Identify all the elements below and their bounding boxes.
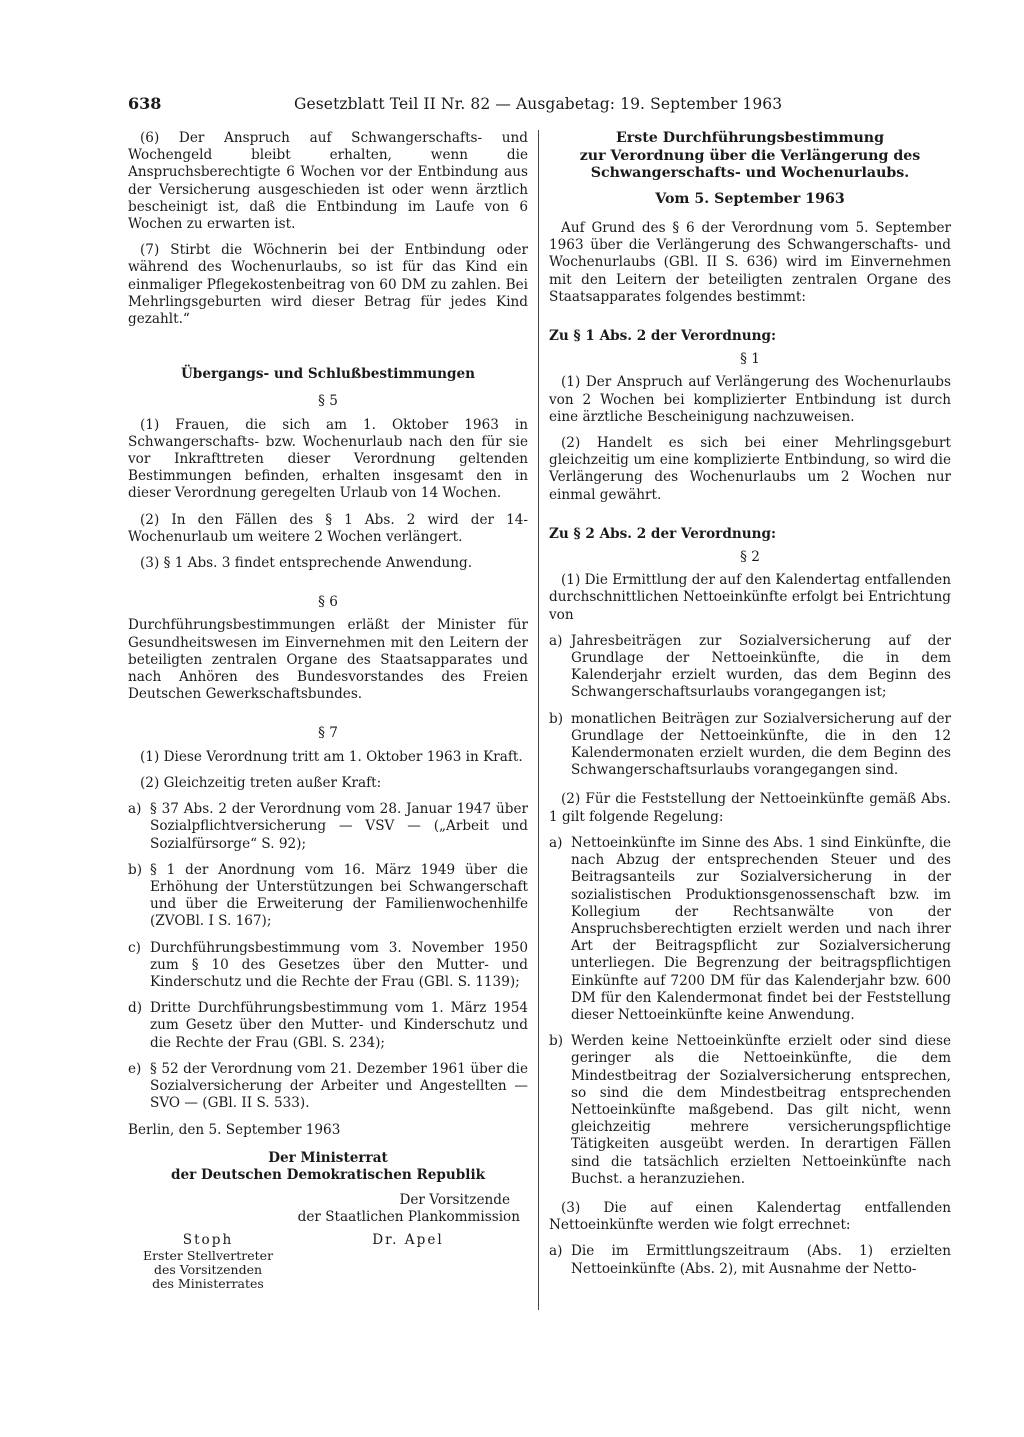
section-heading: Übergangs- und Schlußbestimmungen — [180, 366, 476, 383]
signatory-name-apel: Dr. Apel — [372, 1232, 444, 1249]
list-item — [128, 1061, 528, 1113]
council-line-2: der Deutschen Demokratischen Republik — [170, 1166, 486, 1183]
list-item-label: b) — [128, 861, 143, 878]
list-item — [128, 1000, 528, 1052]
right-column — [549, 130, 951, 1278]
list-item-label: a) — [549, 834, 563, 851]
list-item-text: monatlichen Beiträgen zur Sozialversicherung auf der Grundlage der Nettoeinkünfte, die in den 12 Kalendermonaten erzielt wurden, die dem Beginn des Schwangerschaftsurlaubs vorangegangen sind. — [571, 710, 951, 779]
list-item-text: Durchführungsbestimmung vom 3. November 1950 zum § 10 des Gesetzes über den Mutter- und Kinderschutz und die Rechte der Frau (GBl. S. 1139); — [150, 939, 528, 990]
list-item — [549, 1033, 951, 1188]
section-7-title: § 7 — [318, 725, 338, 742]
s2-paragraph-1: (1) Die Ermittlung der auf den Kalendertag entfallenden durchschnittlichen Nettoeinkünfte erfolgt bei Entrichtung von — [549, 572, 951, 623]
s2-paragraph-2: (2) Für die Feststellung der Nettoeinkünfte gemäß Abs. 1 gilt folgende Regelung: — [549, 791, 951, 825]
list-item-label: b) — [549, 710, 564, 727]
regulation-title-3: Schwangerschafts- und Wochenurlaubs. — [590, 165, 910, 181]
council-line-1: Der Ministerrat — [268, 1149, 388, 1166]
list-item-text: Die im Ermittlungszeitraum (Abs. 1) erzielten Nettoeinkünfte (Abs. 2), mit Ausnahme der Netto- — [571, 1243, 951, 1277]
list-item-label: a) — [549, 1243, 563, 1260]
chair-line-1: Der Vorsitzende — [399, 1191, 510, 1208]
list-item-label: a) — [128, 801, 142, 818]
regulation-title-2: zur Verordnung über die Verlängerung des — [579, 147, 921, 164]
list-item-text: Werden keine Nettoeinkünfte erzielt oder sind diese geringer als die Nettoeinkünfte, die dem Mindestbeitrag der Sozialversicherung entsprechen, so sind die dem Mindestbeitrag entsprechenden Nettoeinkünfte maßgebend. Das gilt nicht, wenn gleichzeitig mehrere versicherungspflichtige Tätigkeiten ausgeübt werden. In derartigen Fällen sind die tatsächlich erzielten Nettoeinkünfte nach Buchst. a heranzuziehen. — [571, 1033, 951, 1187]
paragraph-7: (7) Stirbt die Wöchnerin bei der Entbindung oder während des Wochenurlaubs, so ist für das Kind ein einmaliger Pflegekostenbeitrag von 60 DM zu zahlen. Bei Mehrlingsgeburten wird dieser Betrag für jedes Kind gezahlt.“ — [128, 242, 528, 328]
list-item-label: d) — [128, 1000, 143, 1017]
signatory-name-stoph: Stoph — [182, 1232, 234, 1249]
list-item — [128, 801, 528, 853]
list-item — [549, 835, 951, 1024]
zu-1-heading: Zu § 1 Abs. 2 der Verordnung: — [549, 328, 776, 345]
s5-paragraph-3: (3) § 1 Abs. 3 findet entsprechende Anwendung. — [140, 555, 473, 572]
list-item — [128, 862, 528, 931]
zu-2-heading: Zu § 2 Abs. 2 der Verordnung: — [549, 525, 776, 542]
section-2-title: § 2 — [740, 549, 760, 566]
regulation-title-1: Erste Durchführungsbestimmung — [615, 130, 885, 146]
place-date: Berlin, den 5. September 1963 — [128, 1122, 341, 1139]
section-6-title: § 6 — [318, 594, 338, 611]
list-item-label: e) — [128, 1060, 142, 1077]
page-number: 638 — [128, 94, 162, 113]
list-item — [549, 711, 951, 780]
list-item-label: a) — [549, 632, 563, 649]
signature-row — [128, 1232, 528, 1291]
list-item — [549, 633, 951, 702]
list-item-text: § 37 Abs. 2 der Verordnung vom 28. Januar 1947 über Sozialpflichtversicherung — VSV — („Arbeit und Sozialfürsorge“ S. 92); — [150, 801, 528, 852]
list-item-label: c) — [128, 939, 141, 956]
left-column — [128, 130, 528, 1291]
signature-left — [128, 1232, 288, 1291]
s1-paragraph-2: (2) Handelt es sich bei einer Mehrlingsgeburt gleichzeitig um eine komplizierte Entbindung, so wird die Verlängerung des Wochenurlaubs um 2 Wochen nur einmal gewährt. — [549, 435, 951, 503]
column-divider — [538, 130, 539, 1310]
list-item-text: Dritte Durchführungsbestimmung vom 1. März 1954 zum Gesetz über den Mutter- und Kinderschutz und die Rechte der Frau (GBl. S. 234); — [150, 1000, 528, 1051]
s7-paragraph-2: (2) Gleichzeitig treten außer Kraft: — [140, 774, 382, 791]
signature-right — [328, 1232, 488, 1291]
list-item-text: Nettoeinkünfte im Sinne des Abs. 1 sind Einkünfte, die nach Abzug der entsprechenden Steuer und des Beitragsanteils zur Sozialversicherung in der sozialistischen Produktionsgenossenschaft bzw. im Kollegium der Rechtsanwälte von der Anspruchsberechtigten erzielt werden und nach ihrer Art der Beitragspflicht zur Sozialversicherung unterliegen. Die Begrenzung der beitragspflichtigen Einkünfte auf 7200 DM für das Kalenderjahr bzw. 600 DM für den Kalendermonat findet bei der Feststellung dieser Nettoeinkünfte keine Anwendung. — [571, 834, 951, 1023]
paragraph-6: (6) Der Anspruch auf Schwangerschafts- und Wochengeld bleibt erhalten, wenn die Anspruchsberechtigte 6 Wochen vor der Entbindung aus der Versicherung ausgeschieden ist oder wenn ärztlich bescheinigt ist, daß die Entbindung im Laufe von 6 Wochen zu erwarten ist. — [128, 130, 528, 233]
s5-paragraph-1: (1) Frauen, die sich am 1. Oktober 1963 in Schwangerschafts- bzw. Wochenurlaub nach den für sie vor Inkrafttreten dieser Verordnung geltenden Bestimmungen befinden, erhalten insgesamt den in dieser Verordnung geregelten Urlaub von 14 Wochen. — [128, 416, 528, 502]
intro-paragraph: Auf Grund des § 6 der Verordnung vom 5. September 1963 über die Verlängerung des Schwangerschafts- und Wochenurlaubs (GBl. II S. 636) wird im Einvernehmen mit den Leitern der beteiligten zentralen Organe des Staatsapparates folgendes bestimmt: — [549, 220, 951, 305]
list-item — [549, 1243, 951, 1277]
s6-paragraph-1: Durchführungsbestimmungen erläßt der Minister für Gesundheitswesen im Einvernehmen mit den Leitern der beteiligten zentralen Organe des Staatsapparates und nach Anhören des Bundesvorstandes des Freien Deutschen Gewerkschaftsbundes. — [128, 617, 528, 703]
section-1-title: § 1 — [740, 351, 760, 368]
section-5-title: § 5 — [318, 393, 338, 410]
s2-paragraph-3: (3) Die auf einen Kalendertag entfallenden Nettoeinkünfte werden wie folgt errechnet: — [549, 1199, 951, 1234]
list-item-text: Jahresbeiträgen zur Sozialversicherung auf der Grundlage der Nettoeinkünfte, die in dem Kalenderjahr erzielt wurden, das dem Beginn des Schwangerschaftsurlaubs vorangegangen ist; — [571, 632, 951, 701]
s5-paragraph-2: (2) In den Fällen des § 1 Abs. 2 wird der 14-Wochenurlaub um weitere 2 Wochen verlängert. — [128, 511, 528, 545]
signatory-role-line-2: des Vorsitzenden — [153, 1262, 263, 1278]
list-item-text: § 1 der Anordnung vom 16. März 1949 über die Erhöhung der Unterstützungen bei Schwangerschaft und über die Erweiterung der Familienwochenhilfe (ZVOBl. I S. 167); — [150, 861, 528, 930]
page-header — [128, 94, 784, 118]
chair-line-2: der Staatlichen Plankommission — [297, 1209, 520, 1226]
list-item-label: b) — [549, 1033, 564, 1050]
s7-paragraph-1: (1) Diese Verordnung tritt am 1. Oktober 1963 in Kraft. — [140, 748, 523, 765]
signatory-role-line-1: Erster Stellvertreter — [142, 1248, 274, 1264]
running-title: Gesetzblatt Teil II Nr. 82 — Ausgabetag: 19. September 1963 — [294, 95, 783, 113]
list-item-text: § 52 der Verordnung vom 21. Dezember 1961 über die Sozialversicherung der Arbeiter und Angestellten — SVO — (GBl. II S. 533). — [150, 1060, 528, 1112]
s1-paragraph-1: (1) Der Anspruch auf Verlängerung des Wochenurlaubs von 2 Wochen bei komplizierter Entbindung ist durch eine ärztliche Bescheinigung nachzuweisen. — [549, 374, 951, 425]
signatory-role-line-3: des Ministerrates — [152, 1276, 264, 1292]
regulation-date: Vom 5. September 1963 — [655, 190, 845, 207]
list-item — [128, 940, 528, 992]
